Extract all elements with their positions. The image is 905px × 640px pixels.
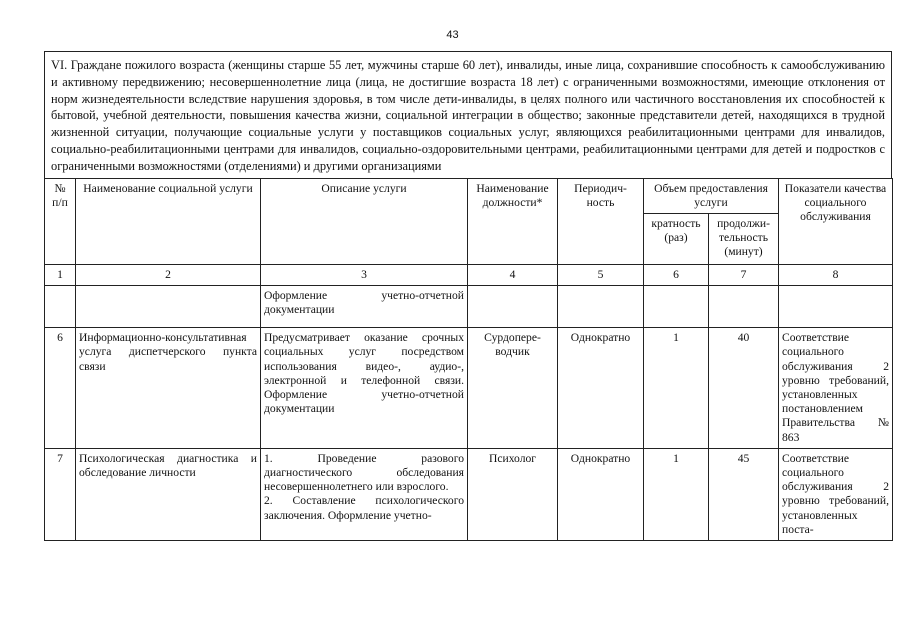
column-number: 4 (468, 264, 558, 285)
document-sheet (44, 51, 892, 541)
cell-count: 1 (644, 328, 709, 449)
cell-periodicity: Однократно (558, 328, 644, 449)
cell-duration: 45 (709, 448, 779, 540)
table-cell (558, 286, 644, 328)
column-numbers-row (45, 264, 893, 285)
column-number: 2 (76, 264, 261, 285)
header-periodicity: Периодич-ность (558, 178, 644, 264)
cell-num: 7 (45, 448, 76, 540)
table-row (45, 328, 893, 449)
cell-position: Сурдопере-водчик (468, 328, 558, 449)
cell-description: Оформление учетно-отчетной документации (261, 286, 468, 328)
header-service-name: Наименование социальной услуги (76, 178, 261, 264)
column-number: 6 (644, 264, 709, 285)
column-number: 1 (45, 264, 76, 285)
table-cell (779, 286, 893, 328)
header-num: № п/п (45, 178, 76, 264)
column-number: 7 (709, 264, 779, 285)
column-number: 5 (558, 264, 644, 285)
cell-description: Предусматривает оказание срочных социальных услуг посредством использования видео-, аудио-, электронной и телефонной связи. Оформление учетно-отчетной документации (261, 328, 468, 449)
cell-periodicity: Однократно (558, 448, 644, 540)
header-description: Описание услуги (261, 178, 468, 264)
table-row-continuation (45, 286, 893, 328)
header-volume-duration: продолжи-тельность (минут) (709, 213, 779, 264)
services-table (44, 178, 893, 541)
table-row (45, 448, 893, 540)
column-number: 8 (779, 264, 893, 285)
cell-duration: 40 (709, 328, 779, 449)
page-number: 43 (446, 29, 459, 41)
table-cell (468, 286, 558, 328)
cell-quality: Соответствие социального обслуживания 2 уровню требований, установленных постановлением Правительства № 863 (779, 328, 893, 449)
table-cell (644, 286, 709, 328)
cell-num: 6 (45, 328, 76, 449)
header-volume-count: кратность (раз) (644, 213, 709, 264)
header-position: Наименование должности* (468, 178, 558, 264)
table-cell (76, 286, 261, 328)
cell-count: 1 (644, 448, 709, 540)
header-quality: Показатели качества социального обслуживания (779, 178, 893, 264)
section-title: VI. Граждане пожилого возраста (женщины старше 55 лет, мужчины старше 60 лет), инвалиды, иные лица, сохранившие способность к самообслуживанию и активному передвижению; несовершеннолетние лица (лица, не достигшие возраста 18 лет) с ограниченными возможностями, имеющие отклонения от норм жизнедеятельности вследствие нарушения здоровья, в том числе дети-инвалиды, в целях полного или частичного восстановления их способностей к бытовой, учебной деятельности, повышения качества жизни, социальной интеграции в общество; законные представители детей, находящихся в трудной жизненной ситуации, получающие социальные услуги у поставщиков социальных услуг, являющихся реабилитационными центрами для инвалидов, социально-реабилитационными центрами для инвалидов, социально-оздоровительными центрами, реабилитационными центрами для детей и подростков с ограниченными возможностями (отделениями) и другими организациями (44, 51, 892, 178)
table-cell (709, 286, 779, 328)
column-number: 3 (261, 264, 468, 285)
table-header-row (45, 178, 893, 213)
cell-description: 1. Проведение разового диагностического обследования несовершеннолетнего или взрослого. 2. Составление психологического заключения. Оформление учетно- (261, 448, 468, 540)
cell-service-name: Психологическая диагностика и обследование личности (76, 448, 261, 540)
table-cell (45, 286, 76, 328)
cell-service-name: Информационно-консультативная услуга диспетчерского пункта связи (76, 328, 261, 449)
cell-position: Психолог (468, 448, 558, 540)
cell-quality: Соответствие социального обслуживания 2 уровню требований, установленных поста- (779, 448, 893, 540)
header-volume: Объем предоставления услуги (644, 178, 779, 213)
